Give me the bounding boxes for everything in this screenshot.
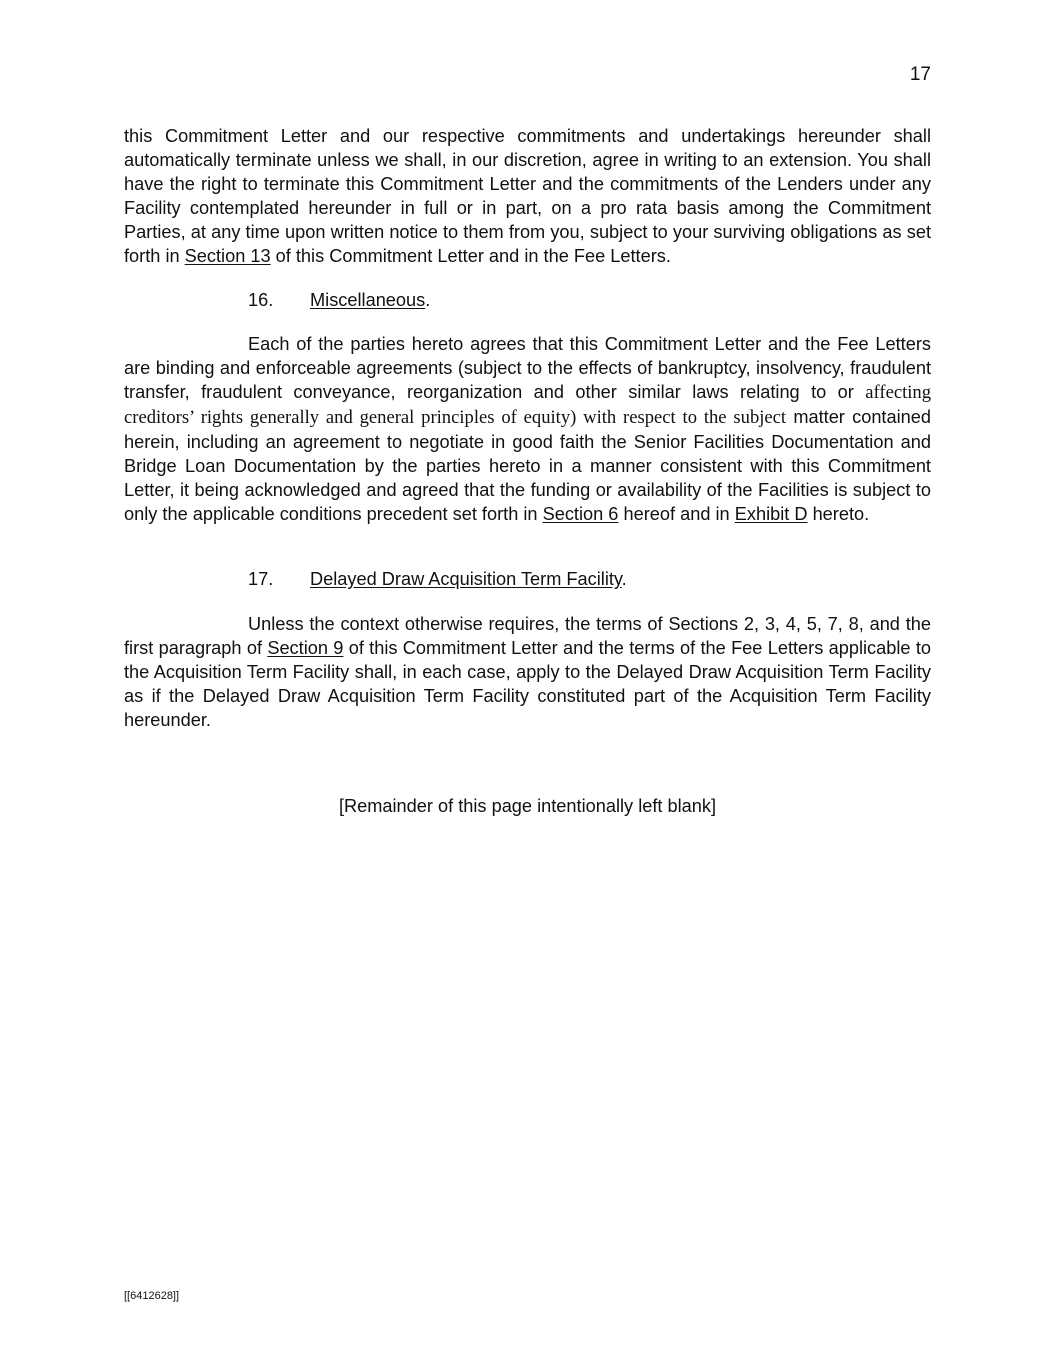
section-9-reference: Section 9 (267, 638, 344, 658)
paragraph-text: of this Commitment Letter and in the Fee Letters. (270, 246, 671, 266)
paragraph-text-serif: affecting creditors’ rights generally and general principles of equity) with respect to the subject (124, 382, 931, 428)
section-number: 17. (248, 569, 274, 589)
remainder-blank-note: [Remainder of this page intentionally left blank] (338, 796, 717, 816)
section-title: Miscellaneous (310, 290, 426, 310)
section-13-reference: Section 13 (184, 246, 271, 266)
paragraph-text: Unless the context otherwise requires, the terms of Sections 2, 3, 4, 5, 7, 8, and the first paragraph of (124, 614, 931, 658)
section-16-heading (248, 288, 430, 312)
paragraph-termination (124, 124, 931, 268)
paragraph-text: Each of the parties hereto agrees that this Commitment Letter and the Fee Letters are binding and enforceable agreements (subject to the effects of bankruptcy, insolvency, fraudulent transfer, fraudulent conveyance, reorganization and other similar laws relating to or (124, 334, 931, 402)
document-id-footer: [[6412628]] (124, 1290, 180, 1302)
paragraph-text: hereof and in (618, 504, 735, 524)
section-title-period: . (425, 290, 431, 310)
paragraph-delayed-draw (124, 612, 931, 732)
paragraph-miscellaneous (124, 332, 931, 526)
section-title-period: . (621, 569, 627, 589)
section-number: 16. (248, 290, 274, 310)
section-6-reference: Section 6 (542, 504, 619, 524)
section-17-heading (248, 567, 627, 591)
paragraph-text: matter contained herein, including an agreement to negotiate in good faith the Senior Facilities Documentation and Bridge Loan Documentation by the parties hereto in a manner consistent with this Commitment Letter, it being acknowledged and agreed that the funding or availability of the Facilities is subject to only the applicable conditions precedent set forth in (124, 407, 931, 524)
paragraph-text: this Commitment Letter and our respective commitments and undertakings hereunder shall automatically terminate unless we shall, in our discretion, agree in writing to an extension. You shall have the right to terminate this Commitment Letter and the commitments of the Lenders under any Facility contemplated hereunder in full or in part, on a pro rata basis among the Commitment Parties, at any time upon written notice to them from you, subject to your surviving obligations as set forth in (124, 126, 931, 266)
paragraph-text: of this Commitment Letter and the terms of the Fee Letters applicable to the Acquisition Term Facility shall, in each case, apply to the Delayed Draw Acquisition Term Facility as if the Delayed Draw Acquisition Term Facility constituted part of the Acquisition Term Facility hereunder. (124, 638, 932, 730)
paragraph-text: hereto. (807, 504, 870, 524)
page-number: 17 (909, 64, 931, 85)
exhibit-d-reference: Exhibit D (734, 504, 808, 524)
section-title: Delayed Draw Acquisition Term Facility (310, 569, 622, 589)
